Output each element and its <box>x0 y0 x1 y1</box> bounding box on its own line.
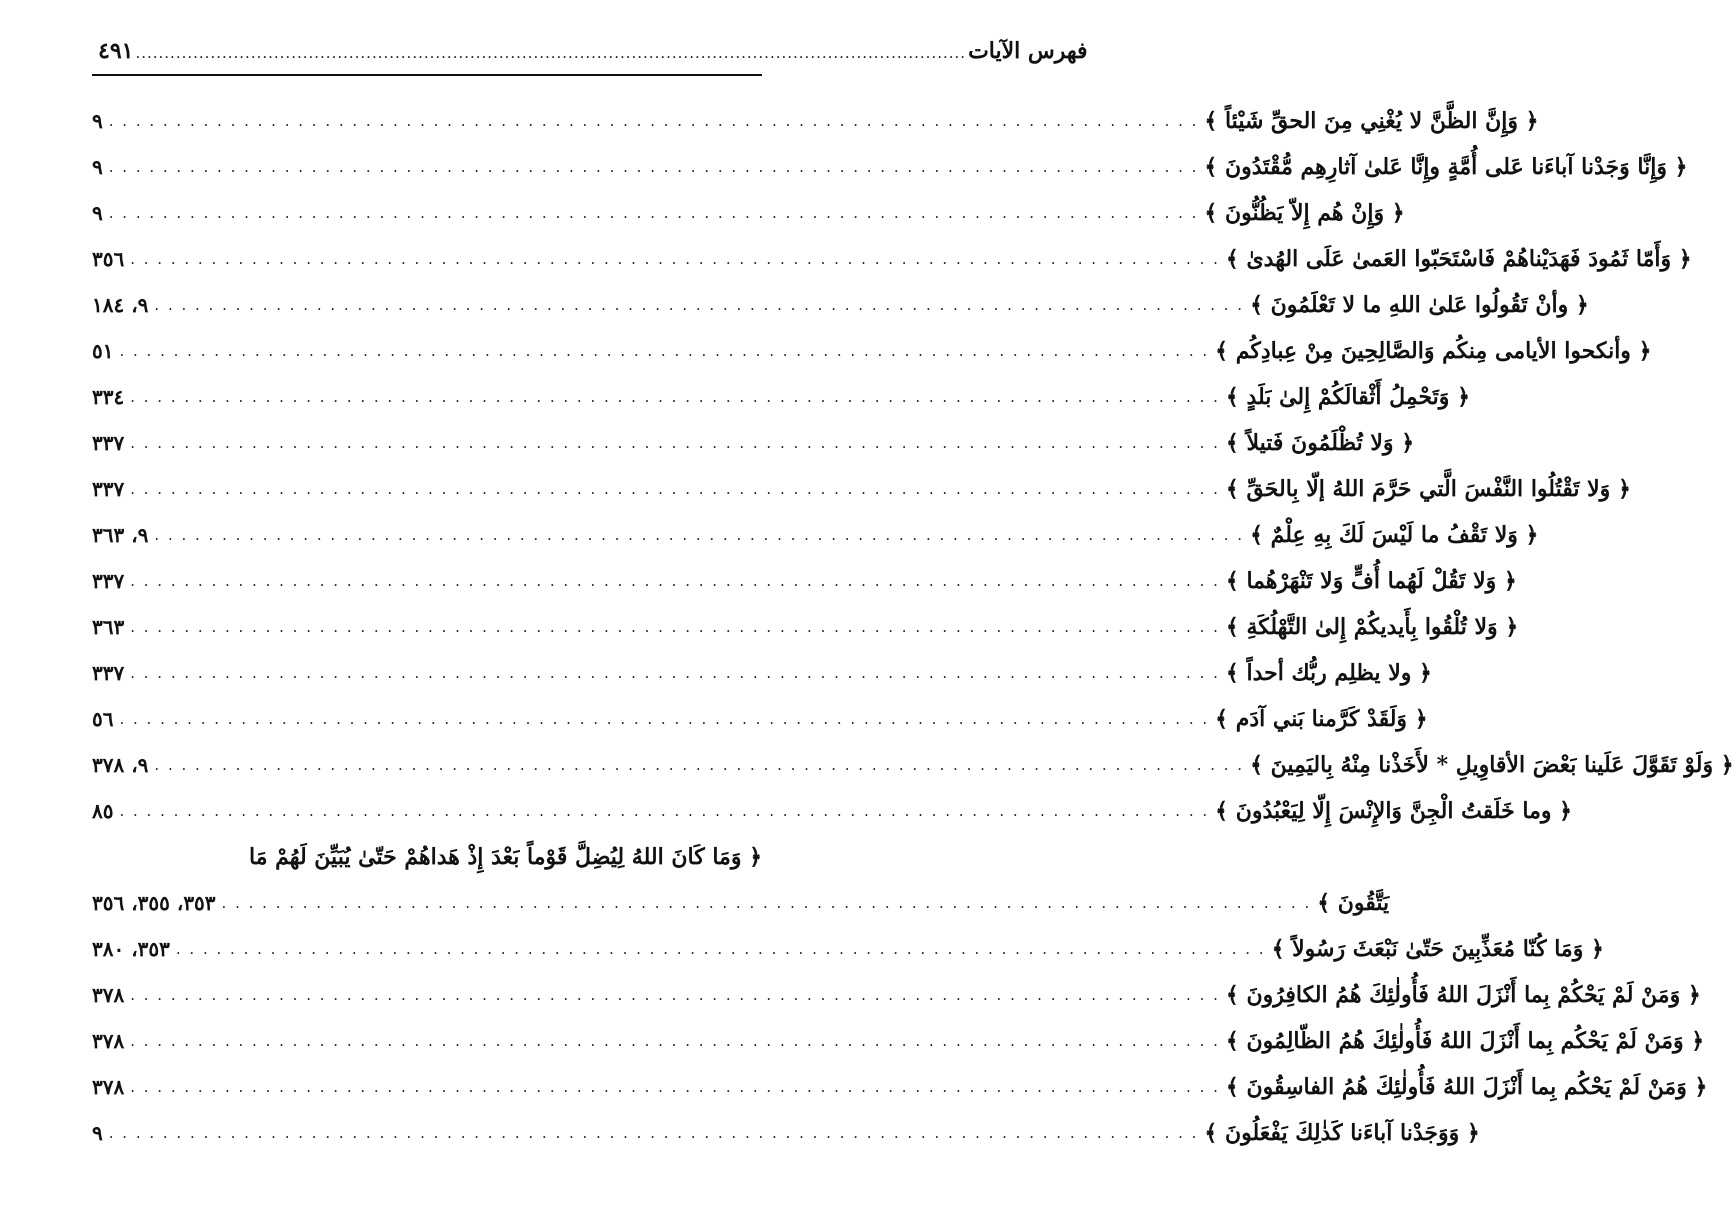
page-reference: ٩، ٣٦٣ <box>92 523 149 547</box>
page-title: فهرس الآيات <box>968 38 1088 64</box>
index-entry <box>92 144 1688 190</box>
leader-dots: . . . . . . . . . . . . . . . . . . . . . . . . . . . . . . . . . . . . . . . . . . . . . . . . . . . . . . . . . . . . . . . . . . . . . . . . . . . . . . . . . <box>130 480 1220 498</box>
page-reference: ٣٣٧ <box>92 431 125 455</box>
leader-dots: . . . . . . . . . . . . . . . . . . . . . . . . . . . . . . . . . . . . . . . . . . . . . . . . . . . . . . . . . . . . . . . . . . . . . . . . . . . . . . . . . <box>175 940 1266 958</box>
page-reference: ٣٥٦ <box>92 247 125 271</box>
verse-text: ﴿ وأنْ تَقُولُوا عَلىٰ اللهِ ما لا تَعْلَمُونَ ﴾ <box>1250 292 1589 318</box>
leader-dots: . . . . . . . . . . . . . . . . . . . . . . . . . . . . . . . . . . . . . . . . . . . . . . . . . . . . . . . . . . . . . . . . . . . . . . . . . . . . . . . . . <box>154 296 1245 314</box>
leader-dots: . . . . . . . . . . . . . . . . . . . . . . . . . . . . . . . . . . . . . . . . . . . . . . . . . . . . . . . . . . . . . . . . . . . . . . . . . . . . . . . . . <box>108 112 1199 130</box>
page-reference: ٩، ١٨٤ <box>92 293 149 317</box>
page-reference: ٥٦ <box>92 707 114 731</box>
verse-text: ﴿ وَإِنَّ الظَّنَّ لا يُغْنِي مِنَ الحقِّ شَيْئاً ﴾ <box>1204 108 1539 134</box>
leader-dots: . . . . . . . . . . . . . . . . . . . . . . . . . . . . . . . . . . . . . . . . . . . . . . . . . . . . . . . . . . . . . . . . . . . . . . . . . . . . . . . . . <box>130 1078 1220 1096</box>
leader-dots: . . . . . . . . . . . . . . . . . . . . . . . . . . . . . . . . . . . . . . . . . . . . . . . . . . . . . . . . . . . . . . . . . . . . . . . . . . . . . . . . . <box>130 250 1220 268</box>
verse-text: ﴿ وَمَنْ لَمْ يَحْكُم بِما أَنْزَلَ اللهُ فَأُولٰئِكَ هُمُ الفاسِقُونَ ﴾ <box>1225 1074 1708 1100</box>
verse-text: ﴿ وَمَا كُنّا مُعَذِّبِينَ حَتّىٰ نَبْعَثَ رَسُولاً ﴾ <box>1271 936 1604 962</box>
verse-text: ﴿ وَإِنَّا وَجَدْنا آباءَنا عَلى أُمَّةٍ وإِنَّا عَلىٰ آثارِهِم مُّقْتَدُونَ ﴾ <box>1204 154 1688 180</box>
index-entry <box>92 650 1432 696</box>
verse-text: ﴿ وَلا تُلْقُوا بِأَيديكُمْ إِلىٰ التَّهْلُكَةِ ﴾ <box>1225 614 1519 640</box>
verse-text: ﴿ وَلَقَدْ كَرَّمنا بَني آدَم ﴾ <box>1215 706 1428 732</box>
verse-text: ﴿ وَمَنْ لَمْ يَحْكُمْ بِما أَنْزَلَ اللهُ فَأُولٰئِكَ هُمُ الكافِرُونَ ﴾ <box>1225 982 1701 1008</box>
page-reference: ٩ <box>92 155 103 179</box>
page-reference: ٣٧٨ <box>92 1075 125 1099</box>
page-reference: ٨٥ <box>92 799 114 823</box>
leader-dots: . . . . . . . . . . . . . . . . . . . . . . . . . . . . . . . . . . . . . . . . . . . . . . . . . . . . . . . . . . . . . . . . . . . . . . . . . . . . . . . . . <box>130 986 1220 1004</box>
index-entry <box>92 466 1631 512</box>
verse-text: ﴿ وَلا تَقُلْ لَهُما أُفٍّ وَلا تَنْهَرْهُما ﴾ <box>1225 568 1517 594</box>
verse-text: ﴿ وَلا تَقْتُلُوا النَّفْسَ الَّتي حَرَّمَ اللهُ إلّا بِالحَقِّ ﴾ <box>1225 476 1631 502</box>
page-reference: ٣٥٣، ٣٨٠ <box>92 937 170 961</box>
entry-line-1 <box>92 834 762 880</box>
page-reference: ٣٥٣، ٣٥٥، ٣٥٦ <box>92 891 216 915</box>
verse-text: ﴿ وَأَمّا ثَمُودَ فَهَدَيْناهُمْ فَاسْتَحَبّوا العَمىٰ عَلَى الهُدىٰ ﴾ <box>1225 246 1692 272</box>
index-entry <box>92 788 1573 834</box>
index-entry <box>92 558 1517 604</box>
page-reference: ٣٣٧ <box>92 661 125 685</box>
index-entry <box>92 1018 1705 1064</box>
verse-text: ﴿ وَلا تَقْفُ ما لَيْسَ لَكَ بِهِ عِلْمٌ ﴾ <box>1250 522 1539 548</box>
verse-text: ﴿ وَلا تُظْلَمُونَ فَتيلاً ﴾ <box>1225 430 1415 456</box>
entry-two-line <box>92 834 1390 926</box>
leader-dots: . . . . . . . . . . . . . . . . . . . . . . . . . . . . . . . . . . . . . . . . . . . . . . . . . . . . . . . . . . . . . . . . . . . . . . . . . . . . . . . . . <box>130 618 1220 636</box>
leader-dots: . . . . . . . . . . . . . . . . . . . . . . . . . . . . . . . . . . . . . . . . . . . . . . . . . . . . . . . . . . . . . . . . . . . . . . . . . . . . . . . . . <box>119 710 1210 728</box>
leader-dots: . . . . . . . . . . . . . . . . . . . . . . . . . . . . . . . . . . . . . . . . . . . . . . . . . . . . . . . . . . . . . . . . . . . . . . . . . . . . . . . . . <box>154 756 1245 774</box>
verse-text: ﴿ وَوَجَدْنا آباءَنا كَذٰلِكَ يَفْعَلُونَ ﴾ <box>1204 1120 1480 1146</box>
verse-text: ﴿ وَمَا كَانَ اللهُ لِيُضِلَّ قَوْماً بَعْدَ إِذْ هَداهُمْ حَتّىٰ يُبَيِّنَ لَهُمْ مَا <box>249 844 762 870</box>
index-entry <box>92 420 1415 466</box>
index-entry <box>92 926 1604 972</box>
index-entry <box>92 282 1589 328</box>
verse-text: ﴿ ولا يظلِم ربُّك أحداً ﴾ <box>1225 660 1432 686</box>
leader-dots: . . . . . . . . . . . . . . . . . . . . . . . . . . . . . . . . . . . . . . . . . . . . . . . . . . . . . . . . . . . . . . . . . . . . . . . . . . . . . . . . . <box>130 434 1220 452</box>
verse-text: ﴿ وأنكحوا الأيامى مِنكُم وَالصَّالِحِينَ مِنْ عِبادِكُم ﴾ <box>1215 338 1652 364</box>
verse-text: ﴿ وَإِنْ هُم إِلاّ يَظُنُّونَ ﴾ <box>1204 200 1405 226</box>
index-entry <box>92 1064 1708 1110</box>
page-reference: ٩ <box>92 1121 103 1145</box>
index-entry <box>92 236 1692 282</box>
header-rule <box>92 74 762 76</box>
page-header <box>98 38 1088 68</box>
page-reference: ٩، ٣٧٨ <box>92 753 149 777</box>
index-entry <box>92 604 1519 650</box>
leader-dots: . . . . . . . . . . . . . . . . . . . . . . . . . . . . . . . . . . . . . . . . . . . . . . . . . . . . . . . . . . . . . . . . . . . . . . . . . . . . . . . . . <box>108 1124 1199 1142</box>
index-entry <box>92 190 1405 236</box>
index-entry <box>92 512 1539 558</box>
page-reference: ٣٣٧ <box>92 569 125 593</box>
verse-text-continued: يَتَّقُونَ ﴾ <box>1317 890 1390 916</box>
index-entry <box>92 696 1428 742</box>
page-reference: ٣٣٤ <box>92 385 125 409</box>
page-reference: ٩ <box>92 201 103 225</box>
index-entry <box>92 1110 1480 1156</box>
index-entry <box>92 972 1701 1018</box>
leader-dots: . . . . . . . . . . . . . . . . . . . . . . . . . . . . . . . . . . . . . . . . . . . . . . . . . . . . . . . . . . . . . . . . . . . . . . . . . . . . . . . . . <box>221 894 1312 912</box>
leader-dots: . . . . . . . . . . . . . . . . . . . . . . . . . . . . . . . . . . . . . . . . . . . . . . . . . . . . . . . . . . . . . . . . . . . . . . . . . . . . . . . . . <box>154 526 1245 544</box>
leader-dots: . . . . . . . . . . . . . . . . . . . . . . . . . . . . . . . . . . . . . . . . . . . . . . . . . . . . . . . . . . . . . . . . . . . . . . . . . . . . . . . . . <box>108 204 1199 222</box>
index-entry <box>92 328 1652 374</box>
page-reference: ٥١ <box>92 339 114 363</box>
entry-line-2 <box>92 880 1390 926</box>
page-reference: ٣٧٨ <box>92 1029 125 1053</box>
verse-text: ﴿ وَلَوْ تَقَوَّلَ عَلَينا بَعْضَ الأقاوِيلِ * لأَخَذْنا مِنْهُ بِاليَمِينَ ﴾ <box>1250 752 1734 778</box>
leader-dots: . . . . . . . . . . . . . . . . . . . . . . . . . . . . . . . . . . . . . . . . . . . . . . . . . . . . . . . . . . . . . . . . . . . . . . . . . . . . . . . . . <box>130 1032 1220 1050</box>
leader-dots: . . . . . . . . . . . . . . . . . . . . . . . . . . . . . . . . . . . . . . . . . . . . . . . . . . . . . . . . . . . . . . . . . . . . . . . . . . . . . . . . . <box>130 388 1220 406</box>
leader-dots: . . . . . . . . . . . . . . . . . . . . . . . . . . . . . . . . . . . . . . . . . . . . . . . . . . . . . . . . . . . . . . . . . . . . . . . . . . . . . . . . . <box>119 802 1210 820</box>
leader-dots: . . . . . . . . . . . . . . . . . . . . . . . . . . . . . . . . . . . . . . . . . . . . . . . . . . . . . . . . . . . . . . . . . . . . . . . . . . . . . . . . . <box>108 158 1199 176</box>
header-leader-dots: ................................................................................................................................................ <box>135 44 967 62</box>
page-reference: ٣٣٧ <box>92 477 125 501</box>
page-reference: ٩ <box>92 109 103 133</box>
leader-dots: . . . . . . . . . . . . . . . . . . . . . . . . . . . . . . . . . . . . . . . . . . . . . . . . . . . . . . . . . . . . . . . . . . . . . . . . . . . . . . . . . <box>130 572 1220 590</box>
verse-text: ﴿ وما خَلَقتُ الْجِنَّ وَالإِنْسَ إِلّا لِيَعْبُدُونَ ﴾ <box>1215 798 1573 824</box>
leader-dots: . . . . . . . . . . . . . . . . . . . . . . . . . . . . . . . . . . . . . . . . . . . . . . . . . . . . . . . . . . . . . . . . . . . . . . . . . . . . . . . . . <box>130 664 1220 682</box>
verse-text: ﴿ وَتَحْمِلُ أَثْقالَكُمْ إِلىٰ بَلَدٍ ﴾ <box>1225 384 1470 410</box>
verse-text: ﴿ وَمَنْ لَمْ يَحْكُم بِما أَنْزَلَ اللهُ فَأُولٰئِكَ هُمُ الظّالِمُونَ ﴾ <box>1225 1028 1705 1054</box>
page-number: ٤٩١ <box>98 38 134 64</box>
index-entry <box>92 834 1390 926</box>
page-reference: ٣٦٣ <box>92 615 125 639</box>
index-entry <box>92 374 1470 420</box>
index-entry <box>92 742 1734 788</box>
page-reference: ٣٧٨ <box>92 983 125 1007</box>
index-entry <box>92 98 1539 144</box>
verse-index-list <box>92 98 1734 1156</box>
leader-dots: . . . . . . . . . . . . . . . . . . . . . . . . . . . . . . . . . . . . . . . . . . . . . . . . . . . . . . . . . . . . . . . . . . . . . . . . . . . . . . . . . <box>119 342 1210 360</box>
